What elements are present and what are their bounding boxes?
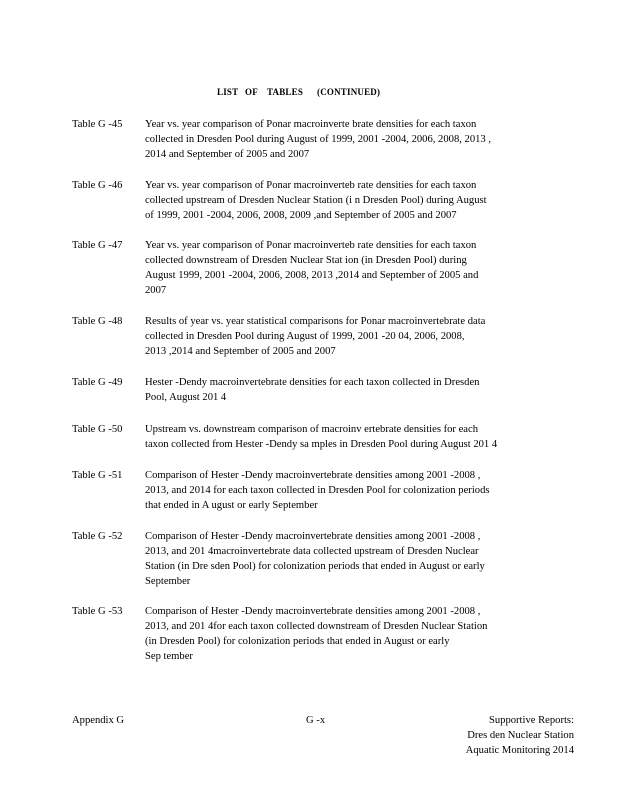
table-description (145, 117, 535, 162)
description-line: Results of year vs. year statistical comparisons for Ponar macroinvertebrate data (145, 316, 486, 327)
description-line: collected upstream of Dresden Nuclear Station (i n Dresden Pool) during August (145, 195, 487, 206)
footer-report-line: Dres den Nuclear Station (467, 730, 574, 741)
description-line: of 1999, 2001 -2004, 2006, 2008, 2009 ,and September of 2005 and 2007 (145, 210, 457, 221)
table-description (145, 422, 535, 452)
footer-report-title (466, 713, 574, 758)
description-line: Comparison of Hester -Dendy macroinvertebrate densities among 2001 -2008 , (145, 606, 481, 617)
table-number: Table G -46 (72, 180, 123, 191)
description-line: Year vs. year comparison of Ponar macroinverteb rate densities for each taxon (145, 180, 477, 191)
description-line: Year vs. year comparison of Ponar macroinverte brate densities for each taxon (145, 119, 477, 130)
footer-report-line: Supportive Reports: (488, 715, 574, 726)
description-line: 2013, and 2014 for each taxon collected in Dresden Pool for colonization periods (145, 485, 490, 496)
description-line: 2013, and 201 4for each taxon collected downstream of Dresden Nuclear Station (145, 621, 488, 632)
table-description (145, 468, 535, 513)
description-line: 2014 and September of 2005 and 2007 (145, 149, 310, 160)
description-line: September (145, 576, 191, 587)
description-line: Year vs. year comparison of Ponar macroinverteb rate densities for each taxon (145, 240, 477, 251)
heading-word-list: LIST (217, 87, 239, 97)
description-line: Station (in Dre sden Pool) for colonization periods that ended in August or early (145, 561, 485, 572)
footer-appendix-label: Appendix G (72, 715, 125, 726)
description-line: (in Dresden Pool) for colonization periods that ended in August or early (145, 636, 450, 647)
description-line: August 1999, 2001 -2004, 2006, 2008, 2013 ,2014 and September of 2005 and (145, 270, 479, 281)
description-line: that ended in A ugust or early September (145, 500, 318, 511)
heading-word-tables: TABLES (267, 87, 304, 97)
description-line: Hester -Dendy macroinvertebrate densities for each taxon collected in Dresden (145, 377, 480, 388)
description-line: collected downstream of Dresden Nuclear Stat ion (in Dresden Pool) during (145, 255, 467, 266)
table-description (145, 529, 535, 589)
description-line: Pool, August 201 4 (145, 392, 227, 403)
description-line: Comparison of Hester -Dendy macroinvertebrate densities among 2001 -2008 , (145, 531, 481, 542)
table-description (145, 604, 535, 664)
table-number: Table G -48 (72, 316, 123, 327)
footer-page-number: G -x (306, 715, 326, 726)
description-line: 2007 (145, 285, 167, 296)
table-number: Table G -53 (72, 606, 123, 617)
description-line: 2013, and 201 4macroinvertebrate data collected upstream of Dresden Nuclear (145, 546, 479, 557)
footer-report-line: Aquatic Monitoring 2014 (465, 745, 574, 756)
description-line: collected in Dresden Pool during August of 1999, 2001 -20 04, 2006, 2008, (145, 331, 465, 342)
table-description (145, 314, 535, 359)
description-line: Upstream vs. downstream comparison of macroinv ertebrate densities for each (145, 424, 478, 435)
heading-word-of: OF (245, 87, 258, 97)
table-number: Table G -50 (72, 424, 123, 435)
description-line: 2013 ,2014 and September of 2005 and 2007 (145, 346, 336, 357)
table-number: Table G -52 (72, 531, 123, 542)
table-description (145, 238, 535, 298)
description-line: collected in Dresden Pool during August of 1999, 2001 -2004, 2006, 2008, 2013 , (145, 134, 492, 145)
description-line: Comparison of Hester -Dendy macroinvertebrate densities among 2001 -2008 , (145, 470, 481, 481)
table-number: Table G -51 (72, 470, 123, 481)
table-description (145, 375, 535, 405)
table-number: Table G -49 (72, 377, 123, 388)
heading-word-continued: (CONTINUED) (317, 87, 381, 97)
description-line: Sep tember (145, 651, 193, 662)
table-number: Table G -45 (72, 119, 123, 130)
table-number: Table G -47 (72, 240, 123, 251)
table-description (145, 178, 535, 223)
description-line: taxon collected from Hester -Dendy sa mples in Dresden Pool during August 201 4 (145, 439, 498, 450)
